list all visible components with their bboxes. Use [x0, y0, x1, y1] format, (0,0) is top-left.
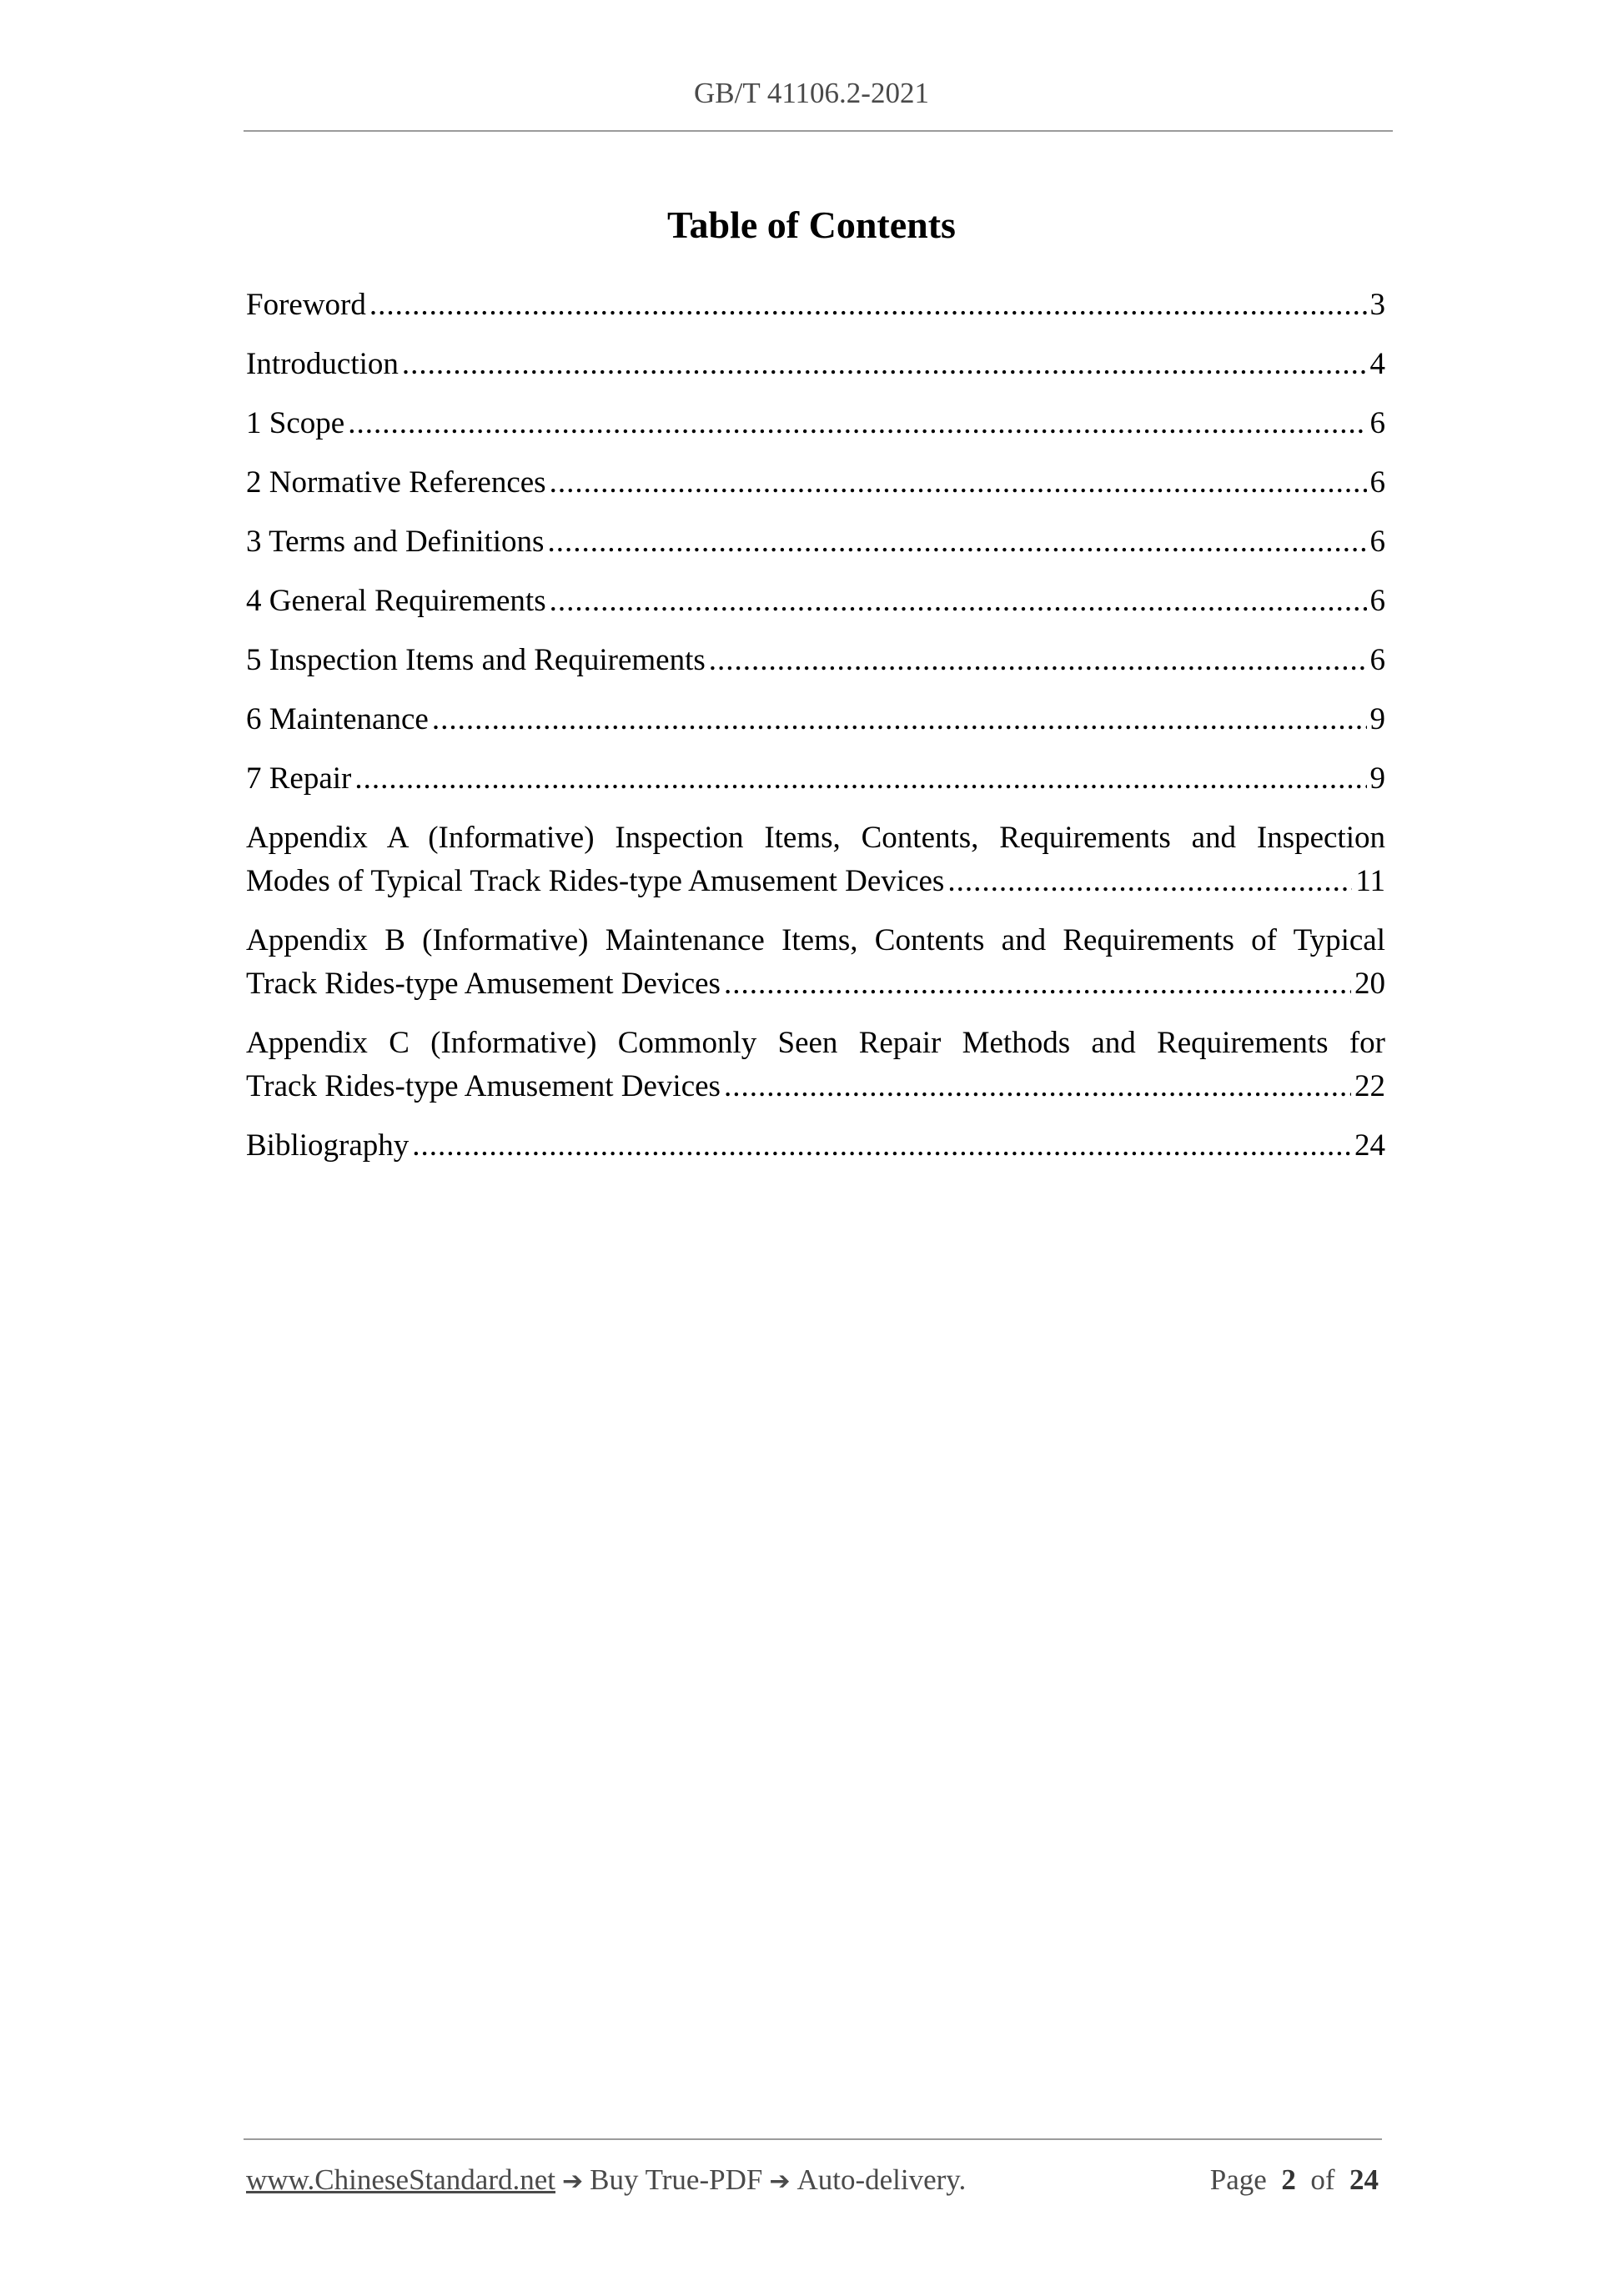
toc-entry[interactable] [246, 698, 1385, 741]
toc-entry[interactable] [246, 816, 1385, 903]
toc-entry-line [246, 757, 1385, 801]
toc-entry-label: Track Rides-type Amusement Devices [246, 1069, 721, 1103]
dot-leader [550, 461, 1367, 505]
table-of-contents [246, 284, 1385, 1183]
toc-entry[interactable] [246, 461, 1385, 505]
toc-page-number: 4 [1369, 347, 1385, 381]
footer-promo [246, 2161, 966, 2201]
toc-entry-label: 7 Repair [246, 761, 352, 796]
toc-entry[interactable] [246, 1124, 1385, 1168]
right-arrow-icon: ➔ [769, 2167, 791, 2196]
toc-entry-line [246, 860, 1385, 903]
dot-leader [369, 284, 1367, 327]
toc-entry-line [246, 461, 1385, 505]
toc-entry-label: 1 Scope [246, 406, 345, 440]
toc-entry[interactable] [246, 343, 1385, 386]
toc-page-number: 6 [1369, 525, 1385, 559]
right-arrow-icon: ➔ [562, 2167, 584, 2196]
total-pages: 24 [1349, 2163, 1379, 2196]
buy-text: Buy True-PDF [590, 2163, 763, 2196]
running-header: GB/T 41106.2-2021 [694, 77, 929, 109]
toc-entry-line [246, 1065, 1385, 1108]
toc-page-number: 9 [1369, 761, 1385, 796]
dot-leader [432, 698, 1367, 741]
toc-entry-line [246, 580, 1385, 623]
toc-entry-label: Track Rides-type Amusement Devices [246, 967, 721, 1001]
toc-entry[interactable] [246, 919, 1385, 1006]
dot-leader [412, 1124, 1351, 1168]
footer-divider [244, 2138, 1382, 2140]
dot-leader [947, 860, 1352, 903]
toc-entry-line [246, 520, 1385, 564]
dot-leader [354, 757, 1366, 801]
toc-page-number: 6 [1369, 584, 1385, 618]
toc-entry-line [246, 402, 1385, 445]
toc-entry-text: Appendix C (Informative) Commonly Seen Repair Methods and Requirements for [246, 1026, 1385, 1060]
toc-entry[interactable] [246, 402, 1385, 445]
toc-page-number: 6 [1369, 406, 1385, 440]
toc-entry-label: Foreword [246, 288, 366, 322]
toc-entry[interactable] [246, 580, 1385, 623]
toc-entry-label: Introduction [246, 347, 399, 381]
website-link[interactable]: www.ChineseStandard.net [246, 2163, 555, 2196]
toc-page-number: 6 [1369, 465, 1385, 500]
toc-entry-label: Modes of Typical Track Rides-type Amusement Devices [246, 864, 945, 898]
toc-page-number: 6 [1369, 643, 1385, 677]
dot-leader [709, 639, 1367, 682]
page-word: Page [1209, 2163, 1267, 2196]
dot-leader [348, 402, 1366, 445]
toc-page-number: 3 [1369, 288, 1385, 322]
toc-entry-text: Appendix B (Informative) Maintenance Items, Contents and Requirements of Typical [246, 923, 1385, 957]
toc-entry[interactable] [246, 284, 1385, 327]
delivery-text: Auto-delivery. [796, 2163, 967, 2196]
toc-entry-line [246, 639, 1385, 682]
toc-entry-line [246, 698, 1385, 741]
toc-entry-line [246, 284, 1385, 327]
toc-page-number: 9 [1369, 702, 1385, 736]
header-divider [244, 130, 1393, 132]
toc-entry-text: Appendix A (Informative) Inspection Items, Contents, Requirements and Inspection [246, 821, 1385, 855]
toc-entry-label: 6 Maintenance [246, 702, 429, 736]
dot-leader [724, 1065, 1351, 1108]
toc-entry-line [246, 343, 1385, 386]
toc-page-number: 20 [1354, 967, 1385, 1001]
dot-leader [724, 962, 1351, 1006]
toc-page-number: 24 [1354, 1128, 1385, 1163]
page-title: Table of Contents [667, 203, 956, 246]
toc-entry[interactable] [246, 757, 1385, 801]
of-word: of [1310, 2163, 1335, 2196]
toc-page-number: 11 [1355, 864, 1385, 898]
toc-entry[interactable] [246, 1022, 1385, 1108]
current-page: 2 [1281, 2163, 1296, 2196]
toc-entry[interactable] [246, 639, 1385, 682]
dot-leader [402, 343, 1367, 386]
toc-entry-label: 3 Terms and Definitions [246, 525, 545, 559]
toc-entry[interactable] [246, 520, 1385, 564]
toc-entry-label: 2 Normative References [246, 465, 546, 500]
page-counter [1210, 2161, 1379, 2199]
toc-entry-label: 4 General Requirements [246, 584, 546, 618]
dot-leader [550, 580, 1367, 623]
toc-entry-line [246, 962, 1385, 1006]
toc-page-number: 22 [1354, 1069, 1385, 1103]
dot-leader [547, 520, 1366, 564]
toc-entry-line [246, 1124, 1385, 1168]
toc-entry-label: 5 Inspection Items and Requirements [246, 643, 706, 677]
toc-entry-label: Bibliography [246, 1128, 410, 1163]
